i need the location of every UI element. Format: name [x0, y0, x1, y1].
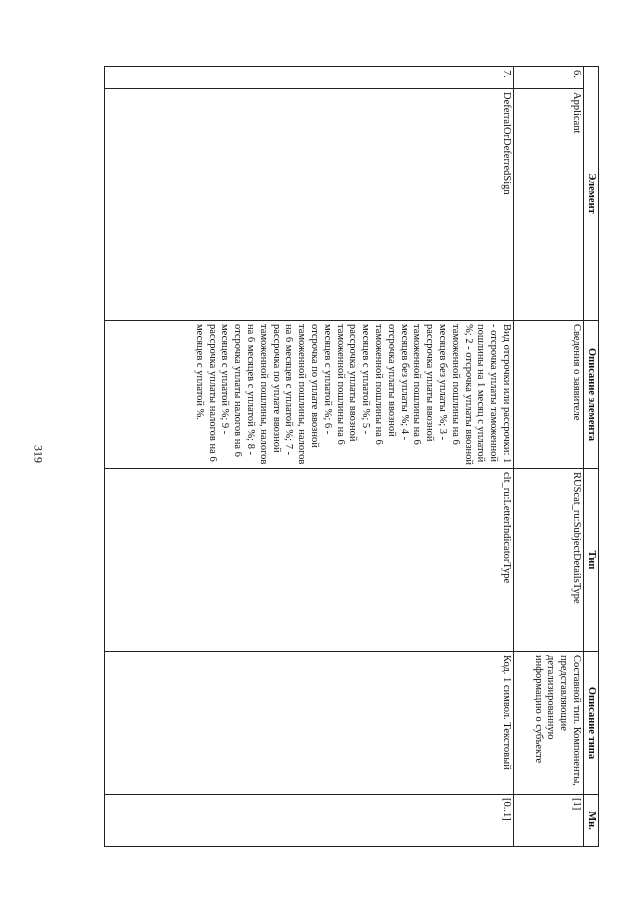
type-description: Код. 1 символ. Текстовый	[105, 652, 514, 795]
element-type: clt_ru:LetterIndicatorType	[105, 469, 514, 652]
header-multiplicity: Мн.	[584, 795, 599, 847]
page-number: 319	[31, 445, 46, 463]
table-header-row	[584, 67, 599, 847]
header-element: Элемент	[584, 67, 599, 321]
header-type: Тип	[584, 469, 599, 652]
multiplicity: [0..1]	[105, 795, 514, 847]
row-number: 6.	[514, 67, 584, 89]
elements-table	[104, 66, 599, 847]
multiplicity: [1]	[514, 795, 584, 847]
header-type-description: Описание типа	[584, 652, 599, 795]
element-name: Applicant	[514, 89, 584, 321]
table-row	[105, 67, 514, 847]
element-type: RUScat_ru:SubjectDetailsType	[514, 469, 584, 652]
header-description: Описание элемента	[584, 321, 599, 469]
row-number: 7.	[105, 67, 514, 89]
rotated-table-container	[104, 66, 599, 846]
element-description: Вид отсрочки или рассрочки: 1 - отсрочка уплаты таможенной пошлины на 1 месяц с уплатой %; 2 - отсрочка уплаты ввозной таможенной пошлины на 6 месяцев без уплаты %; 3 - рассрочка уплаты ввозной таможенной пошлины на 6 месяцев без уплаты %; 4 - отсрочка уплаты ввозной таможенной пошлины на 6 месяцев с уплатой %; 5 - рассрочка уплаты ввозной таможенной пошлины на 6 месяцев с уплатой %; 6 - отсрочка по уплате ввозной таможенной пошлины, налогов на 6 месяцев с уплатой %; 7 - рассрочка по уплате ввозной таможенной пошлины, налогов на 6 месяцев с уплатой %; 8 - отсрочка уплаты налогов на 6 месяцев с уплатой %; 9 - рассрочка уплаты налогов на 6 месяцев с уплатой %.	[105, 321, 514, 469]
type-description: Составной тип. Компоненты, представляющие детализированную информацию о субъекте	[514, 652, 584, 795]
element-name: DeferralOrDeferredSign	[105, 89, 514, 321]
table-row	[514, 67, 584, 847]
element-description: Сведения о заявителе	[514, 321, 584, 469]
